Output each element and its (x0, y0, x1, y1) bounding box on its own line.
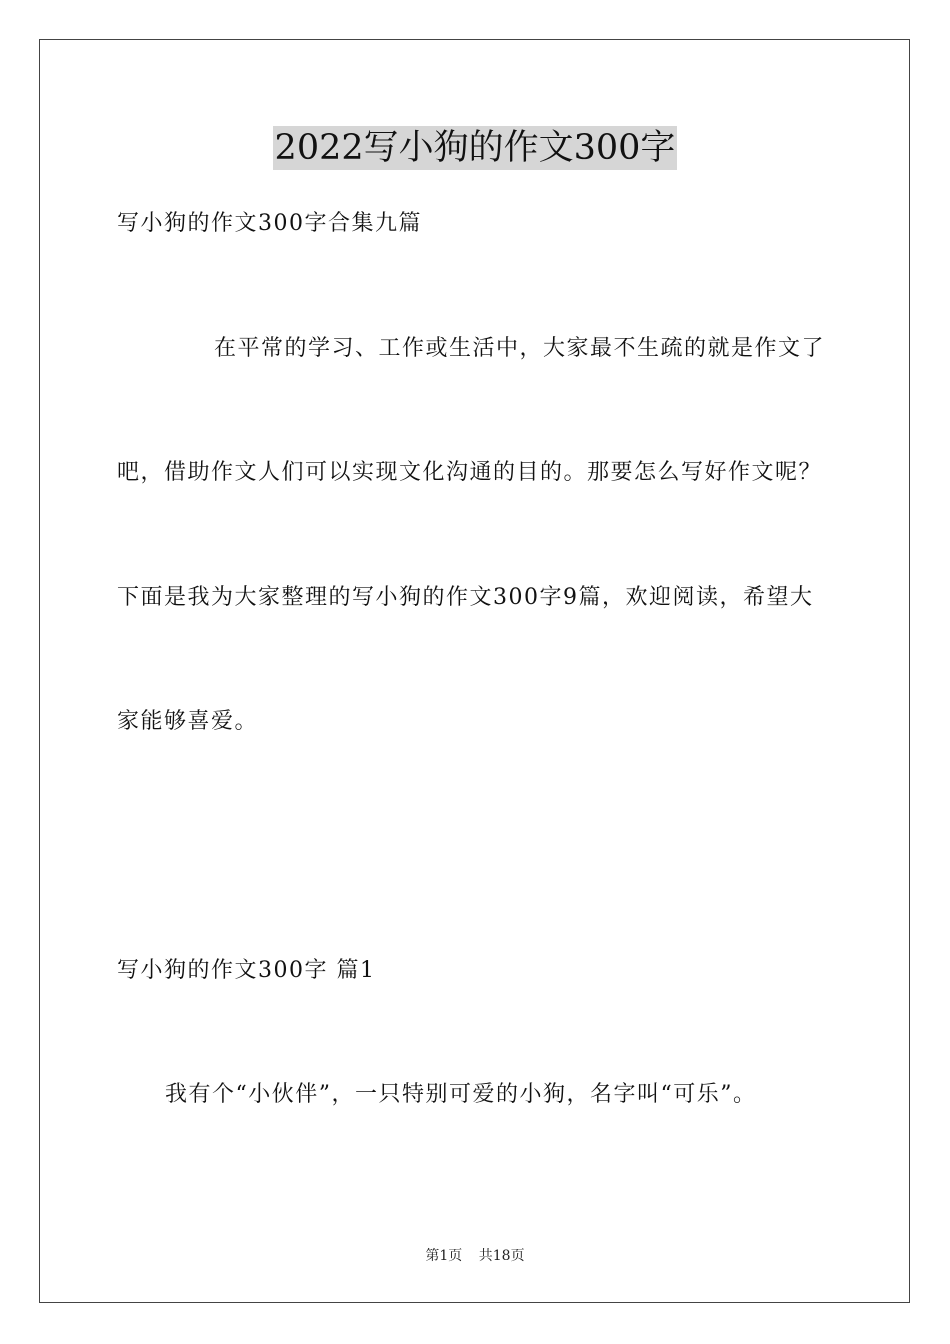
page-number-current: 第1页 (425, 1248, 463, 1264)
section-heading: 写小狗的作文300字 篇1 (117, 958, 376, 983)
title-container (0, 126, 950, 170)
intro-line-1: 在平常的学习、工作或生活中，大家最不生疏的就是作文了 (214, 336, 826, 361)
document-title: 2022写小狗的作文300字 (274, 128, 676, 168)
intro-line-3: 下面是我为大家整理的写小狗的作文300字9篇，欢迎阅读，希望大 (117, 585, 814, 610)
page-number-total: 共18页 (478, 1248, 525, 1264)
page-footer (0, 1246, 950, 1266)
intro-line-2: 吧，借助作文人们可以实现文化沟通的目的。那要怎么写好作文呢？ (117, 460, 823, 485)
section-line-1: 我有个“小伙伴”，一只特别可爱的小狗，名字叫“可乐”。 (165, 1082, 757, 1107)
document-subtitle: 写小狗的作文300字合集九篇 (117, 211, 422, 236)
intro-line-4: 家能够喜爱。 (117, 709, 259, 734)
